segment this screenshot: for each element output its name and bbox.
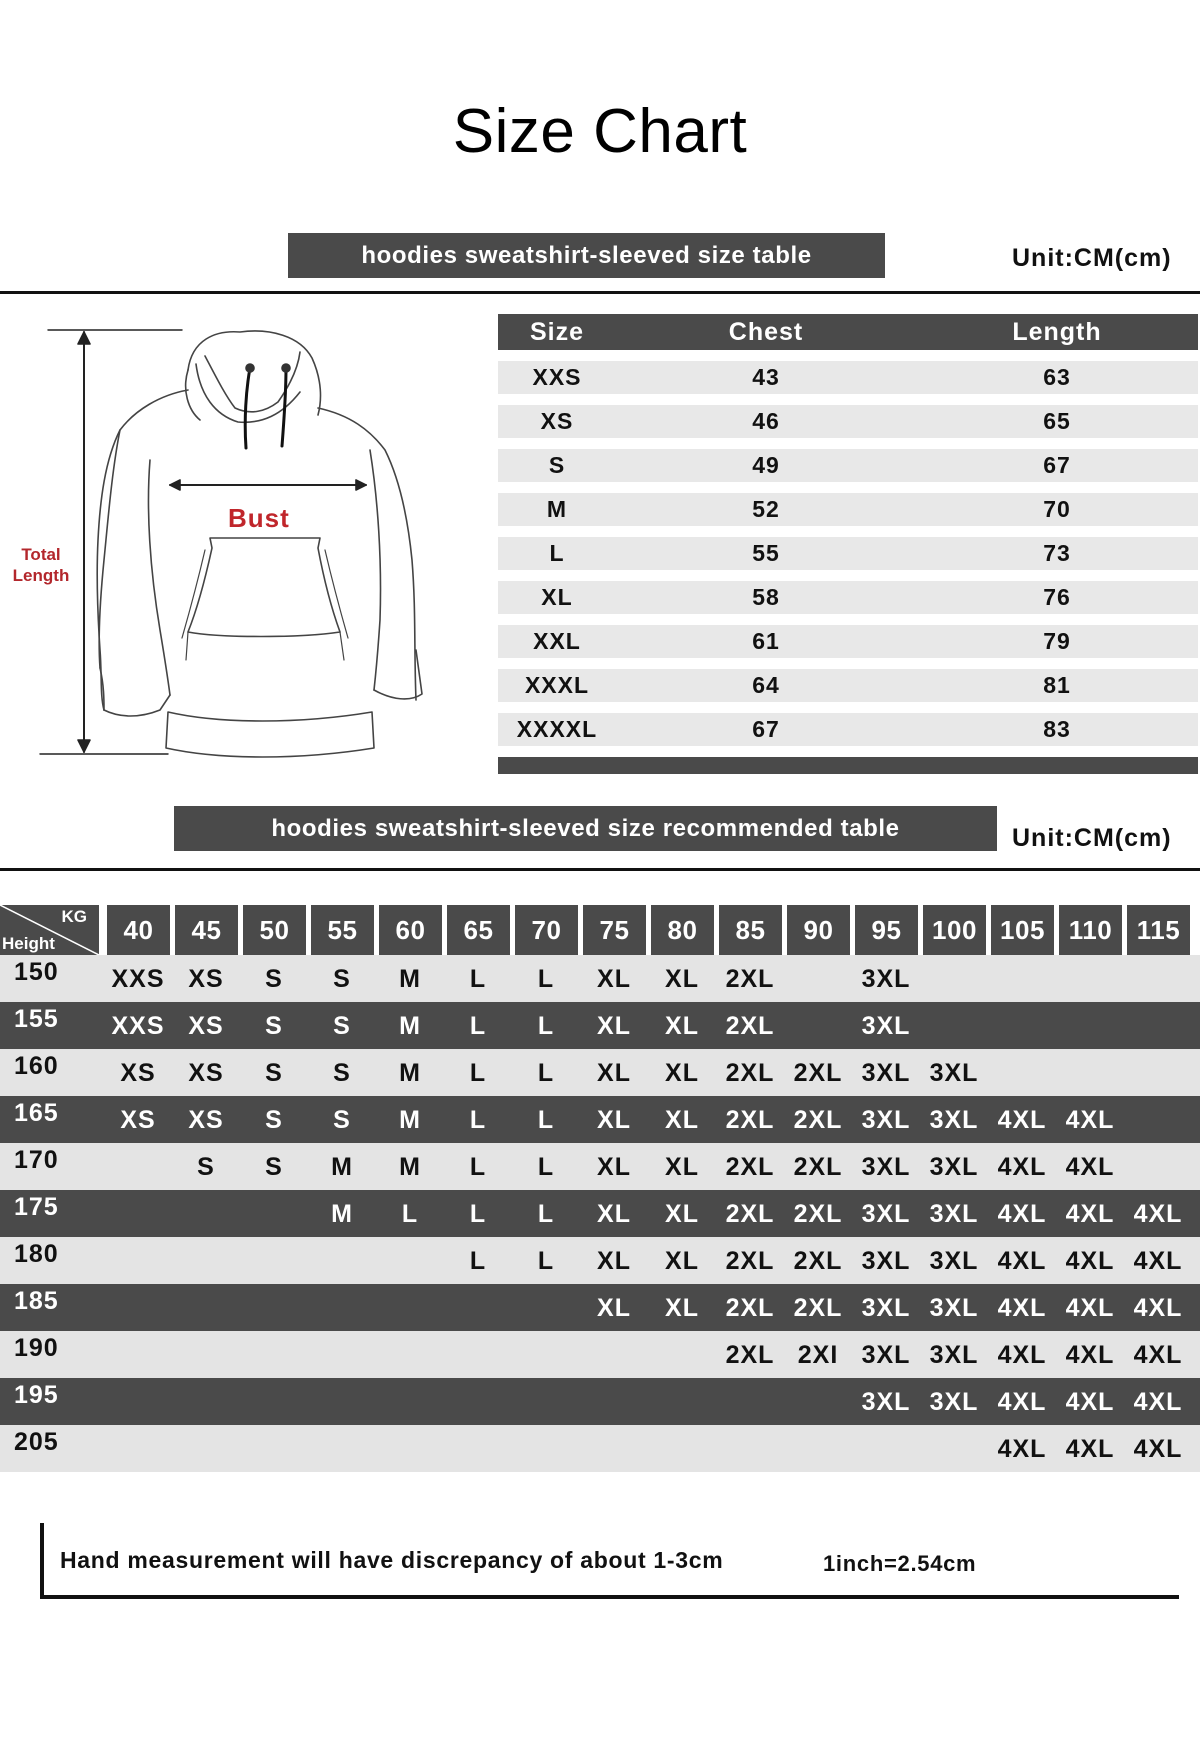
table-row — [0, 1331, 1200, 1378]
height-cell: 175 — [14, 1193, 59, 1221]
size-recommendation-cell: 4XL — [1065, 1153, 1115, 1181]
recommend-table-unit: Unit:CM(cm) — [1012, 824, 1172, 852]
size-cell: XXL — [533, 628, 581, 654]
size-recommendation-cell: 3XL — [861, 1294, 911, 1322]
size-recommendation-cell: XS — [188, 965, 224, 993]
size-recommendation-cell: 4XL — [1133, 1200, 1183, 1228]
size-table-banner: hoodies sweatshirt-sleeved size table — [288, 233, 885, 278]
total-length-label — [6, 544, 76, 586]
table-row — [498, 625, 1198, 658]
size-recommendation-cell: 3XL — [929, 1341, 979, 1369]
size-recommendation-cell: XL — [597, 1059, 631, 1087]
length-cell: 83 — [1043, 716, 1071, 742]
size-recommendation-cell: S — [197, 1153, 215, 1181]
size-recommendation-cell: 3XL — [861, 1388, 911, 1416]
size-cell: XXS — [532, 364, 582, 390]
size-recommendation-cell: 3XL — [929, 1247, 979, 1275]
size-recommendation-cell: 2XL — [725, 1200, 775, 1228]
size-recommendation-cell: XL — [597, 1294, 631, 1322]
size-recommendation-cell: 3XL — [929, 1153, 979, 1181]
size-recommendation-cell: L — [401, 1200, 419, 1228]
size-recommendation-cell: 3XL — [929, 1059, 979, 1087]
height-cell: 180 — [14, 1240, 59, 1268]
size-recommendation-cell: XL — [665, 1012, 699, 1040]
chest-cell: 55 — [752, 540, 780, 566]
table-row — [498, 361, 1198, 394]
weight-header: 60 — [379, 905, 442, 955]
size-recommendation-cell: 2XI — [797, 1341, 839, 1369]
size-recommendation-cell: S — [265, 1106, 283, 1134]
size-recommendation-cell: S — [333, 1059, 351, 1087]
table-row — [0, 1190, 1200, 1237]
size-recommendation-cell: XL — [597, 1200, 631, 1228]
table-row — [498, 581, 1198, 614]
size-recommendation-cell: L — [469, 1247, 487, 1275]
header-size: Size — [530, 317, 585, 346]
size-recommendation-cell: 4XL — [1065, 1200, 1115, 1228]
size-recommendation-cell: 4XL — [1065, 1294, 1115, 1322]
size-recommendation-cell: L — [469, 1012, 487, 1040]
size-recommendation-cell: S — [265, 965, 283, 993]
size-recommendation-cell: 2XL — [725, 1106, 775, 1134]
section-divider — [0, 291, 1200, 294]
size-recommendation-cell: M — [399, 1153, 421, 1181]
size-recommendation-cell: 3XL — [929, 1200, 979, 1228]
weight-header: 105 — [991, 905, 1054, 955]
table-row — [0, 1143, 1200, 1190]
length-cell: 79 — [1043, 628, 1071, 654]
bust-label: Bust — [228, 503, 290, 533]
size-recommendation-cell: 2XL — [725, 1059, 775, 1087]
size-recommendation-cell: 4XL — [997, 1341, 1047, 1369]
size-recommendation-cell: 4XL — [1133, 1435, 1183, 1463]
size-recommendation-cell: XXS — [111, 965, 165, 993]
chest-cell: 46 — [752, 408, 780, 434]
weight-header: 70 — [515, 905, 578, 955]
height-cell: 165 — [14, 1099, 59, 1127]
size-recommendation-cell: M — [399, 1012, 421, 1040]
size-recommendation-cell: 2XL — [725, 1012, 775, 1040]
weight-header: 45 — [175, 905, 238, 955]
recommend-table — [0, 905, 1200, 1472]
size-recommendation-cell: 4XL — [1065, 1341, 1115, 1369]
size-table-header — [498, 314, 1198, 350]
weight-header: 65 — [447, 905, 510, 955]
weight-header: 90 — [787, 905, 850, 955]
weight-header: 75 — [583, 905, 646, 955]
header-length: Length — [1012, 317, 1102, 346]
size-recommendation-cell: 2XL — [725, 1294, 775, 1322]
size-recommendation-cell: 3XL — [929, 1294, 979, 1322]
weight-header: 50 — [243, 905, 306, 955]
size-recommendation-cell: 4XL — [1133, 1294, 1183, 1322]
table-row — [0, 1049, 1200, 1096]
size-recommendation-cell: 2XL — [725, 1247, 775, 1275]
size-recommendation-cell: 4XL — [1065, 1106, 1115, 1134]
size-recommendation-cell: 3XL — [861, 1059, 911, 1087]
size-recommendation-cell: 2XL — [793, 1106, 843, 1134]
length-cell: 63 — [1043, 364, 1071, 390]
size-recommendation-cell: 3XL — [861, 1153, 911, 1181]
table-row — [498, 669, 1198, 702]
size-recommendation-cell: XS — [188, 1012, 224, 1040]
length-cell: 81 — [1043, 672, 1071, 698]
size-recommendation-cell: 3XL — [929, 1106, 979, 1134]
size-recommendation-cell: XL — [597, 1153, 631, 1181]
weight-header: 115 — [1127, 905, 1190, 955]
table-row — [498, 713, 1198, 746]
size-recommendation-cell: XS — [188, 1106, 224, 1134]
size-recommendation-cell: 4XL — [997, 1247, 1047, 1275]
size-recommendation-cell: 2XL — [725, 1341, 775, 1369]
size-recommendation-cell: M — [399, 965, 421, 993]
size-recommendation-cell: 2XL — [793, 1247, 843, 1275]
size-recommendation-cell: 4XL — [997, 1200, 1047, 1228]
length-cell: 67 — [1043, 452, 1071, 478]
size-recommendation-cell: L — [537, 1059, 555, 1087]
size-cell: XS — [540, 408, 574, 434]
size-recommendation-cell: S — [333, 1106, 351, 1134]
size-recommendation-cell: 3XL — [861, 1012, 911, 1040]
size-cell: S — [548, 452, 566, 478]
chest-cell: 67 — [752, 716, 780, 742]
table-row — [498, 537, 1198, 570]
height-cell: 190 — [14, 1334, 59, 1362]
height-cell: 160 — [14, 1052, 59, 1080]
size-table — [498, 314, 1198, 774]
size-recommendation-cell: L — [469, 1200, 487, 1228]
size-recommendation-cell: XL — [665, 1294, 699, 1322]
size-recommendation-cell: XL — [665, 965, 699, 993]
size-recommendation-cell: XL — [665, 1153, 699, 1181]
height-cell: 170 — [14, 1146, 59, 1174]
weight-header: 95 — [855, 905, 918, 955]
size-recommendation-cell: XL — [665, 1059, 699, 1087]
size-recommendation-cell: XS — [120, 1059, 156, 1087]
weight-header: 110 — [1059, 905, 1122, 955]
size-recommendation-cell: 2XL — [793, 1153, 843, 1181]
size-recommendation-cell: XL — [597, 965, 631, 993]
table-row — [0, 1096, 1200, 1143]
table-row — [498, 449, 1198, 482]
height-cell: 155 — [14, 1005, 59, 1033]
size-recommendation-cell: 3XL — [861, 1106, 911, 1134]
size-recommendation-cell: XL — [665, 1247, 699, 1275]
size-recommendation-cell: M — [399, 1059, 421, 1087]
size-cell: M — [546, 496, 568, 522]
chest-cell: 49 — [752, 452, 780, 478]
size-recommendation-cell: 4XL — [1133, 1247, 1183, 1275]
size-recommendation-cell: L — [469, 965, 487, 993]
size-recommendation-cell: S — [265, 1012, 283, 1040]
size-recommendation-cell: 4XL — [997, 1294, 1047, 1322]
chest-cell: 43 — [752, 364, 780, 390]
size-recommendation-cell: M — [399, 1106, 421, 1134]
size-recommendation-cell: 4XL — [1065, 1388, 1115, 1416]
table-row — [0, 1284, 1200, 1331]
table-row — [498, 405, 1198, 438]
size-recommendation-cell: L — [469, 1153, 487, 1181]
page-title: Size Chart — [452, 97, 748, 166]
size-recommendation-cell: XL — [665, 1200, 699, 1228]
weight-header: 100 — [923, 905, 986, 955]
size-recommendation-cell: XL — [665, 1106, 699, 1134]
size-recommendation-cell: L — [537, 1106, 555, 1134]
size-recommendation-cell: S — [333, 1012, 351, 1040]
size-recommendation-cell: 2XL — [725, 965, 775, 993]
table-row — [0, 1237, 1200, 1284]
size-recommendation-cell: S — [265, 1059, 283, 1087]
height-cell: 205 — [14, 1428, 59, 1456]
height-cell: 185 — [14, 1287, 59, 1315]
size-recommendation-cell: 4XL — [997, 1106, 1047, 1134]
size-recommendation-cell: S — [333, 965, 351, 993]
length-cell: 70 — [1043, 496, 1071, 522]
table-row — [0, 1002, 1200, 1049]
size-recommendation-cell: XL — [597, 1247, 631, 1275]
inch-conversion: 1inch=2.54cm — [823, 1551, 977, 1576]
section-divider — [0, 868, 1200, 871]
table-row — [0, 1378, 1200, 1425]
size-recommendation-cell: 2XL — [793, 1294, 843, 1322]
corner-cell — [0, 905, 99, 955]
size-table-footer-bar — [498, 757, 1198, 774]
size-recommendation-cell: L — [537, 1012, 555, 1040]
size-recommendation-cell: L — [469, 1059, 487, 1087]
size-cell: L — [549, 540, 565, 566]
size-recommendation-cell: 4XL — [997, 1388, 1047, 1416]
size-recommendation-cell: L — [469, 1106, 487, 1134]
size-recommendation-cell: 3XL — [861, 1247, 911, 1275]
size-recommendation-cell: 4XL — [997, 1153, 1047, 1181]
weight-header: 40 — [107, 905, 170, 955]
chest-cell: 64 — [752, 672, 780, 698]
size-recommendation-cell: XXS — [111, 1012, 165, 1040]
size-recommendation-cell: 2XL — [793, 1200, 843, 1228]
size-recommendation-cell: 4XL — [1133, 1341, 1183, 1369]
size-recommendation-cell: M — [331, 1153, 353, 1181]
table-row — [0, 955, 1200, 1002]
size-recommendation-cell: 2XL — [725, 1153, 775, 1181]
length-cell: 65 — [1043, 408, 1071, 434]
size-recommendation-cell: 3XL — [861, 965, 911, 993]
table-row — [498, 493, 1198, 526]
size-recommendation-cell: 3XL — [929, 1388, 979, 1416]
size-table-unit: Unit:CM(cm) — [1012, 244, 1172, 272]
size-recommendation-cell: L — [537, 1200, 555, 1228]
size-recommendation-cell: L — [537, 1247, 555, 1275]
length-cell: 76 — [1043, 584, 1071, 610]
measurement-note: Hand measurement will have discrepancy of about 1-3cm — [60, 1547, 724, 1573]
table-row — [0, 1425, 1200, 1472]
size-recommendation-cell: 4XL — [1065, 1247, 1115, 1275]
weight-header: 85 — [719, 905, 782, 955]
total-length-label-line1: Total — [21, 545, 61, 564]
size-recommendation-cell: XS — [120, 1106, 156, 1134]
size-recommendation-cell: 4XL — [997, 1435, 1047, 1463]
size-recommendation-cell: L — [537, 1153, 555, 1181]
size-cell: XL — [541, 584, 573, 610]
corner-height-label: Height — [2, 934, 55, 953]
size-recommendation-cell: L — [537, 965, 555, 993]
weight-header: 80 — [651, 905, 714, 955]
height-cell: 195 — [14, 1381, 59, 1409]
size-recommendation-cell: 3XL — [861, 1200, 911, 1228]
size-recommendation-cell: 4XL — [1133, 1388, 1183, 1416]
header-chest: Chest — [728, 317, 804, 346]
weight-header: 55 — [311, 905, 374, 955]
length-cell: 73 — [1043, 540, 1071, 566]
size-recommendation-cell: XS — [188, 1059, 224, 1087]
corner-kg-label: KG — [61, 907, 87, 926]
recommend-table-banner: hoodies sweatshirt-sleeved size recommended table — [174, 806, 997, 851]
size-recommendation-cell: 2XL — [793, 1059, 843, 1087]
size-recommendation-cell: XL — [597, 1106, 631, 1134]
recommend-table-header — [0, 905, 1200, 955]
size-recommendation-cell: 4XL — [1065, 1435, 1115, 1463]
size-recommendation-cell: XL — [597, 1012, 631, 1040]
size-cell: XXXL — [524, 672, 590, 698]
height-cell: 150 — [14, 958, 59, 986]
size-recommendation-cell: 3XL — [861, 1341, 911, 1369]
size-recommendation-cell: M — [331, 1200, 353, 1228]
chest-cell: 52 — [752, 496, 780, 522]
chest-cell: 58 — [752, 584, 780, 610]
total-length-label-line2: Length — [12, 566, 70, 585]
size-recommendation-cell: S — [265, 1153, 283, 1181]
chest-cell: 61 — [752, 628, 780, 654]
size-cell: XXXXL — [516, 716, 598, 742]
